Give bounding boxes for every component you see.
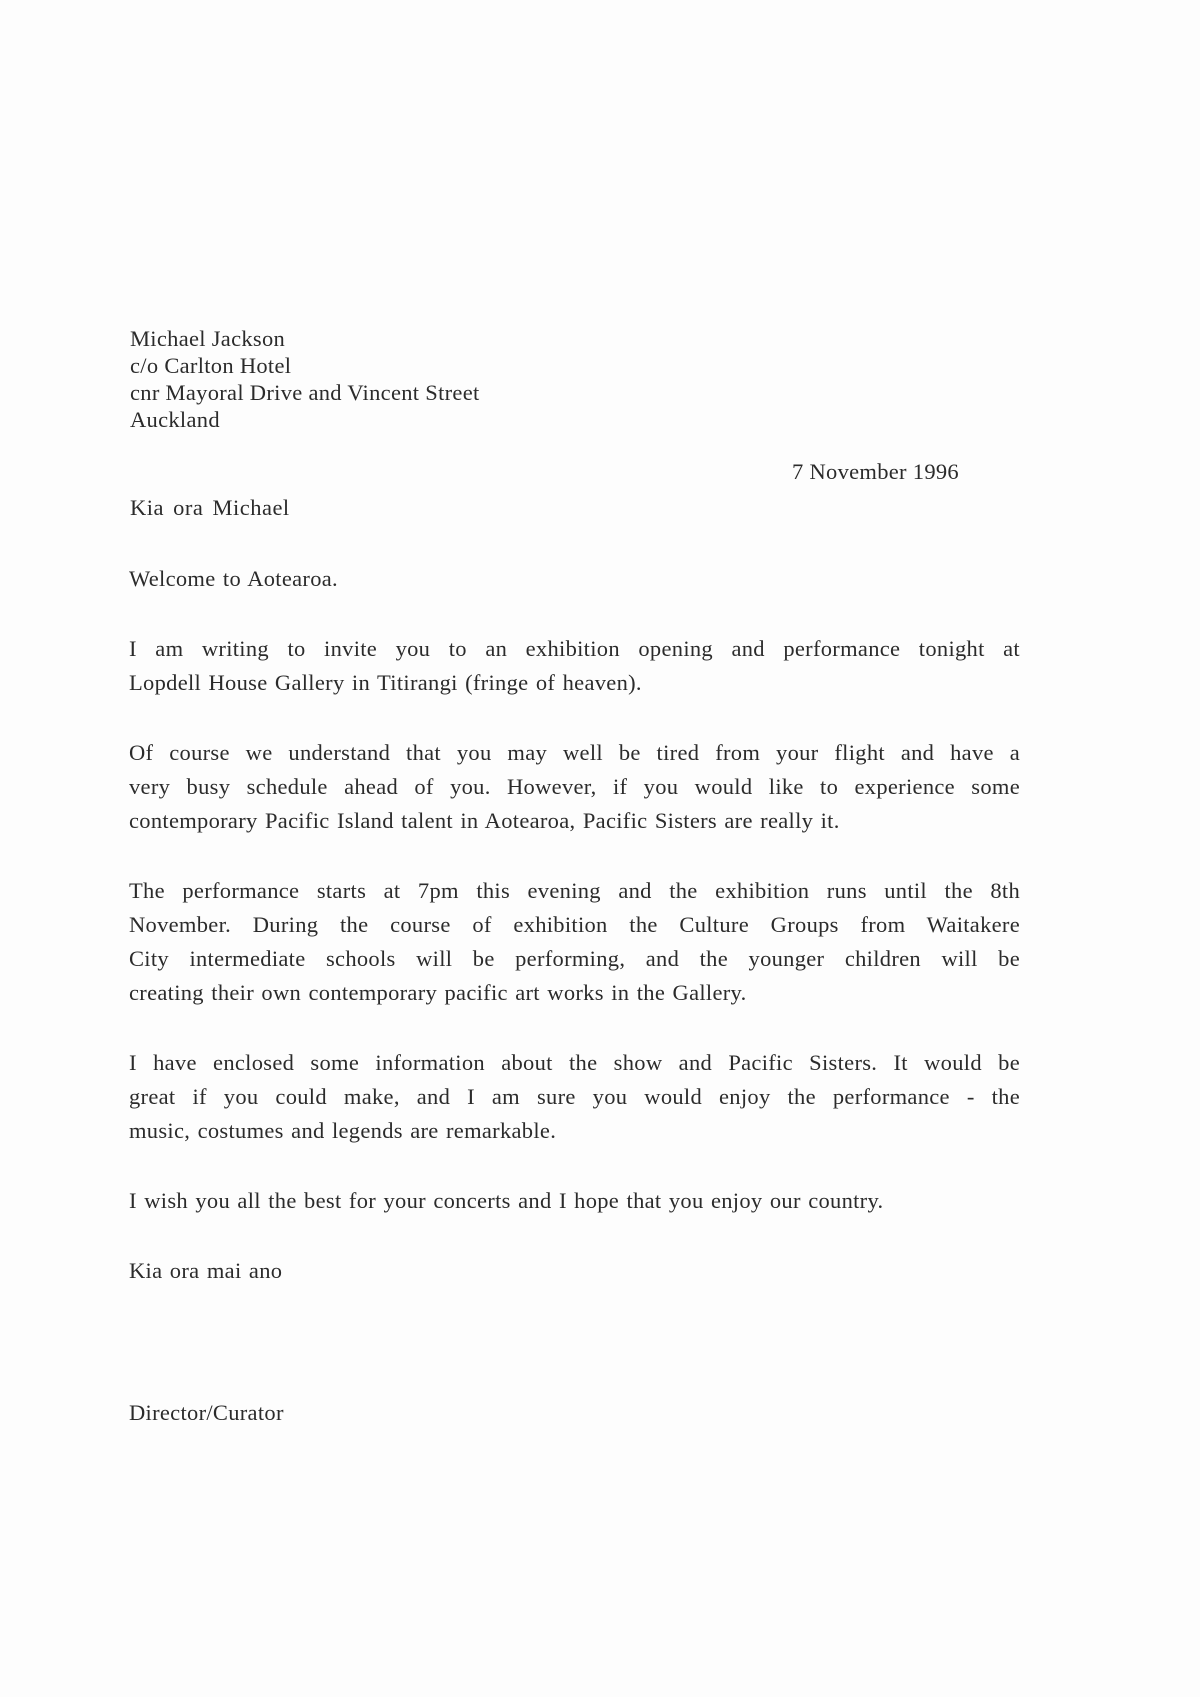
paragraph-line: I have enclosed some information about the show and Pacific Sisters. It would be — [129, 1050, 1020, 1075]
paragraph — [129, 1046, 1020, 1148]
recipient-address-line-1: c/o Carlton Hotel — [130, 353, 292, 378]
paragraph-line: Welcome to Aotearoa. — [129, 566, 338, 591]
paragraph — [129, 1184, 1020, 1218]
paragraph-line: Lopdell House Gallery in Titirangi (fringe of heaven). — [129, 670, 642, 695]
paragraph-line: great if you could make, and I am sure you would enjoy the performance - the — [129, 1084, 1020, 1109]
letter-body — [129, 562, 1020, 1218]
paragraph — [129, 874, 1020, 1010]
paragraph — [129, 736, 1020, 838]
paragraph-line: contemporary Pacific Island talent in Aotearoa, Pacific Sisters are really it. — [129, 808, 840, 833]
paragraph-line: music, costumes and legends are remarkable. — [129, 1118, 557, 1143]
recipient-address-line-2: cnr Mayoral Drive and Vincent Street — [130, 380, 480, 405]
recipient-city: Auckland — [130, 407, 220, 432]
recipient-name: Michael Jackson — [130, 326, 286, 351]
paragraph — [129, 562, 1020, 596]
paragraph-line: Of course we understand that you may well be tired from your flight and have a — [129, 740, 1020, 765]
paragraph-line: creating their own contemporary pacific art works in the Gallery. — [129, 980, 747, 1005]
recipient-address — [130, 325, 480, 433]
paragraph-line: very busy schedule ahead of you. However, if you would like to experience some — [129, 774, 1020, 799]
signature-title: Director/Curator — [129, 1400, 284, 1425]
letter-date: 7 November 1996 — [792, 459, 959, 484]
paragraph — [129, 632, 1020, 700]
paragraph-line: City intermediate schools will be performing, and the younger children will be — [129, 946, 1020, 971]
paragraph-line: I am writing to invite you to an exhibition opening and performance tonight at — [129, 636, 1020, 661]
paragraph-line: I wish you all the best for your concerts and I hope that you enjoy our country. — [129, 1188, 884, 1213]
salutation: Kia ora Michael — [130, 495, 290, 520]
letter-content — [129, 562, 1020, 1430]
paragraph-line: The performance starts at 7pm this evening and the exhibition runs until the 8th — [129, 878, 1020, 903]
paragraph-line: November. During the course of exhibition the Culture Groups from Waitakere — [129, 912, 1020, 937]
closing: Kia ora mai ano — [129, 1258, 283, 1283]
